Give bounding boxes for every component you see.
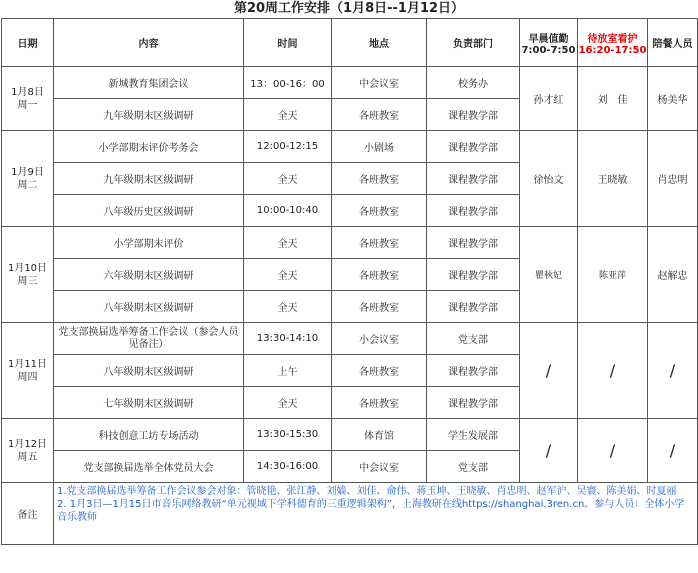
morning-duty-cell: 徐怡文	[520, 131, 578, 227]
notes-row	[2, 483, 698, 545]
dept-cell: 课程教学部	[427, 291, 520, 323]
schedule-table	[1, 18, 698, 545]
date-cell	[2, 131, 54, 227]
place-cell: 各班教室	[332, 227, 427, 259]
time-cell: 10:00-10:40	[244, 195, 332, 227]
dept-cell: 课程教学部	[427, 259, 520, 291]
header-waiting-time: 16:20-17:50	[578, 44, 647, 56]
dept-cell: 党支部	[427, 323, 520, 355]
header-date: 日期	[2, 19, 54, 67]
time-cell: 全天	[244, 99, 332, 131]
dept-cell: 课程教学部	[427, 355, 520, 387]
header-morning-time: 7:00-7:50	[521, 44, 576, 56]
header-time: 时间	[244, 19, 332, 67]
time-cell: 全天	[244, 387, 332, 419]
header-waiting-label: 待放室看护	[587, 33, 638, 45]
dept-cell: 课程教学部	[427, 99, 520, 131]
weekday-label: 周三	[17, 275, 38, 287]
content-cell: 党支部换届选举筹备工作会议（参会人员见备注）	[54, 323, 244, 355]
date-label: 1月12日	[7, 438, 48, 450]
date-label: 1月10日	[7, 262, 48, 274]
time-cell: 14:30-16:00	[244, 451, 332, 483]
content-cell: 九年级期末区级调研	[54, 99, 244, 131]
place-cell: 各班教室	[332, 387, 427, 419]
notes-line-1: 1.党支部换届选举筹备工作会议参会对象：管晓艳、张江静、刘嫱、刘佳、俞伟、蒋玉坤、王晓敏、肖忠明、赵军沪、吴寰、陈美娟、时夏丽	[57, 486, 677, 497]
page-title: 第20周工作安排（1月8日--1月12日）	[233, 1, 465, 16]
time-cell: 13:30-14:10	[244, 323, 332, 355]
dept-cell: 课程教学部	[427, 387, 520, 419]
header-meal-companion: 陪餐人员	[648, 19, 698, 67]
place-cell: 小会议室	[332, 323, 427, 355]
table-row	[2, 67, 698, 99]
time-cell: 13：00-16：00	[244, 67, 332, 99]
header-morning-label: 早晨值勤	[528, 33, 569, 45]
notes-line-2: 2. 1月3日—1月15日市音乐网络教研“单元视域下学科德育的三重逻辑架构”，上海教研在线https://shanghai.3ren.cn。参与人员：全体小学音乐教师	[57, 499, 685, 523]
meal-companion-cell: /	[648, 323, 698, 419]
table-row	[2, 323, 698, 355]
waiting-care-cell: /	[578, 323, 648, 419]
weekday-label: 周一	[17, 99, 38, 111]
date-cell	[2, 323, 54, 419]
place-cell: 中会议室	[332, 67, 427, 99]
meal-companion-cell: 赵解忠	[648, 227, 698, 323]
waiting-care-cell: 刘 佳	[578, 67, 648, 131]
content-cell: 新城教育集团会议	[54, 67, 244, 99]
notes-label: 备注	[2, 483, 54, 545]
place-cell: 各班教室	[332, 291, 427, 323]
place-cell: 各班教室	[332, 355, 427, 387]
header-morning-duty	[520, 19, 578, 67]
table-row	[2, 131, 698, 163]
date-cell	[2, 67, 54, 131]
morning-duty-cell: 瞿秋妃	[520, 227, 578, 323]
waiting-care-cell: 陈亚萍	[578, 227, 648, 323]
place-cell: 各班教室	[332, 99, 427, 131]
content-cell: 六年级期末区级调研	[54, 259, 244, 291]
content-cell: 党支部换届选举全体党员大会	[54, 451, 244, 483]
dept-cell: 课程教学部	[427, 163, 520, 195]
notes-content	[54, 483, 698, 545]
date-cell	[2, 227, 54, 323]
place-cell: 小剧场	[332, 131, 427, 163]
dept-cell: 课程教学部	[427, 227, 520, 259]
dept-cell: 校务办	[427, 67, 520, 99]
morning-duty-cell: /	[520, 419, 578, 483]
morning-duty-cell: /	[520, 323, 578, 419]
place-cell: 各班教室	[332, 195, 427, 227]
content-cell: 小学部期末评价考务会	[54, 131, 244, 163]
place-cell: 各班教室	[332, 259, 427, 291]
content-cell: 八年级历史区级调研	[54, 195, 244, 227]
header-waiting-care	[578, 19, 648, 67]
date-label: 1月11日	[7, 358, 48, 370]
header-dept: 负责部门	[427, 19, 520, 67]
dept-cell: 学生发展部	[427, 419, 520, 451]
morning-duty-cell: 孙才红	[520, 67, 578, 131]
header-place: 地点	[332, 19, 427, 67]
date-label: 1月9日	[11, 166, 44, 178]
waiting-care-cell: /	[578, 419, 648, 483]
weekday-label: 周二	[17, 179, 38, 191]
content-cell: 九年级期末区级调研	[54, 163, 244, 195]
waiting-care-cell: 王晓敏	[578, 131, 648, 227]
place-cell: 各班教室	[332, 163, 427, 195]
dept-cell: 课程教学部	[427, 195, 520, 227]
time-cell: 12:00-12:15	[244, 131, 332, 163]
weekday-label: 周四	[17, 371, 38, 383]
table-header-row	[2, 19, 698, 67]
content-cell: 八年级期末区级调研	[54, 291, 244, 323]
dept-cell: 课程教学部	[427, 131, 520, 163]
header-content: 内容	[54, 19, 244, 67]
weekday-label: 周五	[17, 451, 38, 463]
time-cell: 全天	[244, 291, 332, 323]
date-label: 1月8日	[11, 86, 44, 98]
place-cell: 中会议室	[332, 451, 427, 483]
meal-companion-cell: /	[648, 419, 698, 483]
content-cell: 科技创意工坊专场活动	[54, 419, 244, 451]
content-cell: 小学部期末评价	[54, 227, 244, 259]
content-cell: 八年级期末区级调研	[54, 355, 244, 387]
table-row	[2, 227, 698, 259]
time-cell: 13:30-15:30	[244, 419, 332, 451]
time-cell: 全天	[244, 259, 332, 291]
dept-cell: 党支部	[427, 451, 520, 483]
time-cell: 全天	[244, 163, 332, 195]
place-cell: 体育馆	[332, 419, 427, 451]
meal-companion-cell: 肖忠明	[648, 131, 698, 227]
table-row	[2, 419, 698, 451]
time-cell: 全天	[244, 227, 332, 259]
content-cell: 七年级期末区级调研	[54, 387, 244, 419]
meal-companion-cell: 杨美华	[648, 67, 698, 131]
time-cell: 上午	[244, 355, 332, 387]
date-cell	[2, 419, 54, 483]
